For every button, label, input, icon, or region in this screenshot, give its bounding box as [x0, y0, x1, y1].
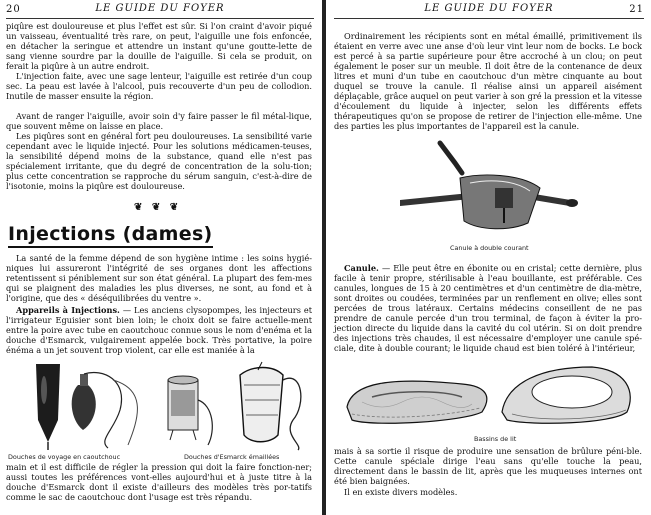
appareils-subhead: Appareils à Injections. — [16, 305, 120, 315]
bassins-illustration — [342, 362, 638, 432]
paragraph-4: Les piqûres sont en général fort peu douloureuses. La sensibilité varie cependant avec le liquide injecté. Pour les solutions médicamen-teuses, la sensibilité dépend moins de la substance, quand elle n'est pas spécialement irritante, que du degré de concentration de la solu-tion; plus cette concentration se rapproche du sérum sanguin, c'est-à-dire de l'isotonie, moins la piqûre est douloureuse. — [6, 131, 312, 191]
paragraph-2: L'injection faite, avec une sage lenteur, l'aiguille est retirée d'un coup sec. La peau est lavée à l'alcool, puis recouverte d'un peu de collodion. Inutile de masser ensuite la région. — [6, 71, 312, 101]
right-running-header — [334, 2, 644, 19]
canule-paragraph — [334, 263, 642, 353]
metal-douche-icon — [168, 376, 212, 445]
left-page — [0, 0, 320, 515]
section-title: Injections (dames) — [8, 223, 213, 245]
right-page-number: 21 — [629, 4, 644, 15]
canule-illustration — [400, 133, 600, 243]
rubber-bag-icon — [36, 364, 60, 450]
bassin-paragraph: mais à sa sortie il risque de produire une sensation de brûlure péni-ble. Cette canule spéciale dirige l'eau sans qu'elle touche la peau, directement dans le bassin de lit, après que les muqueuses internes ont été bien baignées. — [334, 446, 642, 486]
appareils-paragraph — [6, 305, 312, 355]
book-gutter — [322, 0, 326, 515]
last-line: Il en existe divers modèles. — [344, 487, 458, 497]
section-ornament: ❦ ❦ ❦ — [134, 202, 182, 213]
left-running-head: LE GUIDE DU FOYER — [95, 3, 225, 14]
caption-douches-voyage: Douches de voyage en caoutchouc — [8, 453, 121, 461]
title-underline — [8, 246, 213, 248]
right-running-head: LE GUIDE DU FOYER — [424, 3, 554, 14]
douches-illustration — [8, 360, 308, 452]
canule-subhead: Canule. — [344, 263, 379, 273]
bock-paragraph: Ordinairement les récipients sont en métal émaillé, primitivement ils étaient en verre avec une anse d'où leur vint leur nom de bocks. Le bock est percé à sa partie supérieure pour être accroché à un clou; on peut également le poser sur un meuble. Il doit être de la contenance de deux litres et muni d'un tube en caoutchouc d'un mètre cinquante au bout duquel se trouve la canule. Il réalise ainsi un appareil aisément déplaçable, grâce auquel on peut varier à son gré la pression et la vitesse d'écoulement du liquide à injecter, selon les différents effets thérapeutiques qu'on se propose de retirer de l'injection elle-même. Une des parties les plus importantes de l'appareil est la canule. — [334, 31, 642, 131]
bedpan-right-icon — [502, 367, 630, 423]
appareils-text: — Les anciens clysopompes, les injecteurs et l'irrigateur Eguisier sont bien loin; le choix doit se faire actuelle-ment entre la poire avec tube en caoutchouc connue sous le nom d'enéma et la douche d'Esmarck, vulgairement appelée bock. Très portative, la poire énéma a un jet souvent trop violent, car elle est maniée à la — [6, 305, 312, 355]
right-page — [328, 0, 651, 515]
bottom-paragraph: main et il est difficile de régler la pression qui doit la faire fonction-ner; aussi toutes les préférences vont-elles aujourd'hui et à juste titre à la douche d'Esmarck dont il existe d'ailleurs des modèles très por-tatifs comme le sac de caoutchouc dont l'usage est très répandu. — [6, 462, 312, 502]
paragraph-1: piqûre est douloureuse et plus l'effet est sûr. Si l'on craint d'avoir piqué un vaisseau, éventualité très rare, on peut, l'aiguille une fois enfoncée, en détacher la seringue et attendre un instant qu'une goutte-lette de sang vienne sourdre par la douille de l'aiguille. Si cela se produit, on ferait la piqûre à un autre endroit. — [6, 21, 312, 71]
left-running-header — [6, 2, 314, 19]
left-page-number: 20 — [6, 4, 21, 15]
caption-canule: Canule à double courant — [450, 244, 529, 252]
intro-paragraph: La santé de la femme dépend de son hygiène intime : les soins hygié-niques lui assureront l'intégrité de ses organes dont les affections retentissent si péniblement sur son état général. La plupart des fem-mes qui se plaignent des maladies les plus diverses, ne sont, au fond et à l'origine, que des « déséquilibrées du ventre ». — [6, 253, 312, 303]
canule-text: — Elle peut être en ébonite ou en cristal; cette dernière, plus facile à tenir propre, stérilisable à l'eau bouillante, est préférable. Ces canules, longues de 15 à 20 centimètres et d'un centimètre de dia-mètre, sont droites ou coudées, terminées par un renflement en olive; elles sont percées de trous latéraux. Certains médecins conseillent de ne pas prendre de canule percée d'un trou terminal, de façon à éviter la pro-jection directe du liquide dans la cavité du col utérin. Si on doit prendre des injections très chaudes, il est nécessaire d'employer une canule spé-ciale, dite à double courant; le liquide chaud est bien toléré à l'intérieur, — [334, 263, 642, 353]
enema-bulb-icon — [72, 373, 138, 449]
caption-douches-esmarck: Douches d'Esmarck émaillées — [184, 453, 280, 461]
paragraph-3: Avant de ranger l'aiguille, avoir soin d'y faire passer le fil métal-lique, que souvent même on laisse en place. — [6, 111, 312, 131]
caption-bassins: Bassins de lit — [474, 435, 517, 443]
bedpan-left-icon — [347, 381, 487, 423]
enamel-bock-icon — [240, 362, 301, 450]
double-current-cannula-icon — [400, 143, 578, 229]
